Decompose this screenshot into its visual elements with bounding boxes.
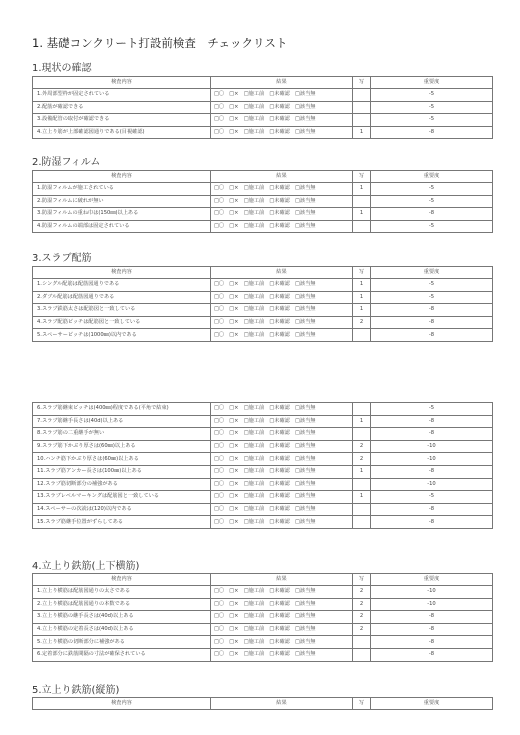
importance-score: -5 [371, 279, 493, 292]
table-row [33, 491, 493, 504]
result-checkboxes[interactable]: □〇 □× □施工前 □未確認 □該当無 [211, 291, 353, 304]
photo-count [353, 329, 371, 342]
result-checkboxes[interactable]: □〇 □× □施工前 □未確認 □該当無 [211, 516, 353, 529]
inspection-item: 1.防湿フィルムが施工されている [33, 183, 211, 196]
photo-count: 1 [353, 491, 371, 504]
checklist-table [32, 266, 493, 342]
importance-score: -10 [371, 453, 493, 466]
result-checkboxes[interactable]: □〇 □× □施工前 □未確認 □該当無 [211, 648, 353, 661]
header-photo: 写 [353, 171, 371, 183]
importance-score: -8 [371, 636, 493, 649]
result-checkboxes[interactable]: □〇 □× □施工前 □未確認 □該当無 [211, 279, 353, 292]
header-result: 結果 [211, 698, 353, 710]
result-checkboxes[interactable]: □〇 □× □施工前 □未確認 □該当無 [211, 491, 353, 504]
importance-score: -8 [371, 415, 493, 428]
photo-count: 2 [353, 623, 371, 636]
inspection-item: 4.スラブ配筋ピッチは配筋図と一致している [33, 316, 211, 329]
importance-score: -5 [371, 183, 493, 196]
inspection-item: 5.スペーサーピッチは(1000㎜)以内である [33, 329, 211, 342]
checklist-table [32, 402, 493, 529]
result-checkboxes[interactable]: □〇 □× □施工前 □未確認 □該当無 [211, 329, 353, 342]
importance-score: -10 [371, 478, 493, 491]
header-importance: 重要度 [371, 574, 493, 586]
result-checkboxes[interactable]: □〇 □× □施工前 □未確認 □該当無 [211, 453, 353, 466]
table-row [33, 329, 493, 342]
checklist-table [32, 170, 493, 233]
importance-score: -5 [371, 89, 493, 102]
inspection-item: 9.スラブ筋下かぶり厚さは(60㎜)以上ある [33, 440, 211, 453]
header-importance: 重要度 [371, 698, 493, 710]
result-checkboxes[interactable]: □〇 □× □施工前 □未確認 □該当無 [211, 415, 353, 428]
table-row [33, 648, 493, 661]
inspection-item: 11.スラブ筋アンカー長さは(100㎜)以上ある [33, 465, 211, 478]
importance-score: -8 [371, 208, 493, 221]
table-row [33, 503, 493, 516]
photo-count: 1 [353, 291, 371, 304]
header-result: 結果 [211, 171, 353, 183]
table-row [33, 623, 493, 636]
table-row [33, 428, 493, 441]
table-row [33, 316, 493, 329]
inspection-item: 7.スラブ筋継手長さは(40d)以上ある [33, 415, 211, 428]
photo-count [353, 428, 371, 441]
importance-score: -8 [371, 503, 493, 516]
inspection-item: 13.スラブレベルマーキングは配筋図と一致している [33, 491, 211, 504]
header-result: 結果 [211, 77, 353, 89]
photo-count: 1 [353, 183, 371, 196]
photo-count [353, 220, 371, 233]
inspection-item: 2.立上り横筋は配筋図通りの本数である [33, 598, 211, 611]
header-importance: 重要度 [371, 77, 493, 89]
table-header-row [33, 171, 493, 183]
importance-score: -8 [371, 648, 493, 661]
table-row [33, 598, 493, 611]
inspection-item: 15.スラブ筋継手位置がずらしてある [33, 516, 211, 529]
inspection-item: 2.ダブル配筋は配筋図通りである [33, 291, 211, 304]
inspection-item: 14.スペーサーの次読は(120)以内である [33, 503, 211, 516]
importance-score: -5 [371, 403, 493, 416]
result-checkboxes[interactable]: □〇 □× □施工前 □未確認 □該当無 [211, 114, 353, 127]
photo-count [353, 101, 371, 114]
table-header-row [33, 267, 493, 279]
importance-score: -8 [371, 428, 493, 441]
inspection-item: 12.スラブ筋切断部分の補強がある [33, 478, 211, 491]
inspection-item: 1.立上り横筋は配筋図通りの太さである [33, 586, 211, 599]
result-checkboxes[interactable]: □〇 □× □施工前 □未確認 □該当無 [211, 316, 353, 329]
header-importance: 重要度 [371, 267, 493, 279]
result-checkboxes[interactable]: □〇 □× □施工前 □未確認 □該当無 [211, 101, 353, 114]
photo-count [353, 503, 371, 516]
section-title: 2.防湿フィルム [32, 157, 101, 168]
importance-score: -5 [371, 114, 493, 127]
table-row [33, 291, 493, 304]
header-photo: 写 [353, 267, 371, 279]
table-row [33, 465, 493, 478]
table-row [33, 403, 493, 416]
table-row [33, 478, 493, 491]
header-importance: 重要度 [371, 171, 493, 183]
importance-score: -10 [371, 598, 493, 611]
inspection-item: 10.ハンチ筋下かぶり厚さは(60㎜)以上ある [33, 453, 211, 466]
header-item: 検査内容 [33, 574, 211, 586]
importance-score: -10 [371, 586, 493, 599]
result-checkboxes[interactable]: □〇 □× □施工前 □未確認 □該当無 [211, 623, 353, 636]
photo-count: 1 [353, 126, 371, 139]
header-item: 検査内容 [33, 171, 211, 183]
table-row [33, 516, 493, 529]
table-row [33, 636, 493, 649]
photo-count [353, 403, 371, 416]
result-checkboxes[interactable]: □〇 □× □施工前 □未確認 □該当無 [211, 208, 353, 221]
table-row [33, 415, 493, 428]
checklist-table [32, 76, 493, 139]
inspection-item: 3.設備配管の取付が確認できる [33, 114, 211, 127]
table-row [33, 304, 493, 317]
header-photo: 写 [353, 574, 371, 586]
inspection-item: 4.立上り横筋の定着長さは(40d)以上ある [33, 623, 211, 636]
header-result: 結果 [211, 267, 353, 279]
inspection-item: 3.スラブ鉄筋太さは配筋図と一致している [33, 304, 211, 317]
section-title: 3.スラブ配筋 [32, 253, 92, 264]
header-photo: 写 [353, 77, 371, 89]
table-row [33, 183, 493, 196]
result-checkboxes[interactable]: □〇 □× □施工前 □未確認 □該当無 [211, 183, 353, 196]
table-header-row [33, 698, 493, 710]
document-title: 1. 基礎コンクリート打設前検査 チェックリスト [32, 36, 288, 50]
result-checkboxes[interactable]: □〇 □× □施工前 □未確認 □該当無 [211, 403, 353, 416]
table-row [33, 440, 493, 453]
photo-count: 2 [353, 440, 371, 453]
inspection-item: 2.配筋が確認できる [33, 101, 211, 114]
result-checkboxes[interactable]: □〇 □× □施工前 □未確認 □該当無 [211, 89, 353, 102]
inspection-item: 6.スラブ筋継束ピッチは(400㎜)程度である(平角で結束) [33, 403, 211, 416]
table-row [33, 89, 493, 102]
result-checkboxes[interactable]: □〇 □× □施工前 □未確認 □該当無 [211, 598, 353, 611]
table-row [33, 220, 493, 233]
result-checkboxes[interactable]: □〇 □× □施工前 □未確認 □該当無 [211, 220, 353, 233]
photo-count: 1 [353, 279, 371, 292]
photo-count [353, 89, 371, 102]
importance-score: -5 [371, 491, 493, 504]
photo-count [353, 195, 371, 208]
inspection-item: 5.立上り横筋の切断部分に補強がある [33, 636, 211, 649]
inspection-item: 1.シングル配筋は配筋図通りである [33, 279, 211, 292]
photo-count: 1 [353, 465, 371, 478]
inspection-item: 6.定着部分に鉄筋間隔の寸法が確保されている [33, 648, 211, 661]
importance-score: -8 [371, 611, 493, 624]
importance-score: -5 [371, 101, 493, 114]
section-title: 4.立上り鉄筋(上下横筋) [32, 561, 140, 572]
result-checkboxes[interactable]: □〇 □× □施工前 □未確認 □該当無 [211, 465, 353, 478]
photo-count: 1 [353, 415, 371, 428]
checklist-table [32, 697, 493, 710]
header-result: 結果 [211, 574, 353, 586]
table-row [33, 611, 493, 624]
result-checkboxes[interactable]: □〇 □× □施工前 □未確認 □該当無 [211, 195, 353, 208]
result-checkboxes[interactable]: □〇 □× □施工前 □未確認 □該当無 [211, 636, 353, 649]
table-row [33, 279, 493, 292]
photo-count [353, 478, 371, 491]
inspection-item: 8.スラブ筋の二重継手が無い [33, 428, 211, 441]
table-row [33, 114, 493, 127]
importance-score: -10 [371, 440, 493, 453]
result-checkboxes[interactable]: □〇 □× □施工前 □未確認 □該当無 [211, 586, 353, 599]
photo-count [353, 648, 371, 661]
table-row [33, 453, 493, 466]
result-checkboxes[interactable]: □〇 □× □施工前 □未確認 □該当無 [211, 478, 353, 491]
inspection-item: 3.立上り横筋の継手長さは(40d)以上ある [33, 611, 211, 624]
checklist-table [32, 573, 493, 662]
result-checkboxes[interactable]: □〇 □× □施工前 □未確認 □該当無 [211, 503, 353, 516]
table-row [33, 101, 493, 114]
result-checkboxes[interactable]: □〇 □× □施工前 □未確認 □該当無 [211, 304, 353, 317]
table-row [33, 195, 493, 208]
inspection-item: 2.防湿フィルムに破れが無い [33, 195, 211, 208]
header-photo: 写 [353, 698, 371, 710]
inspection-item: 3.防湿フィルムの重ね巾は(150㎜)以上ある [33, 208, 211, 221]
header-item: 検査内容 [33, 77, 211, 89]
table-row [33, 126, 493, 139]
importance-score: -8 [371, 329, 493, 342]
importance-score: -5 [371, 220, 493, 233]
table-header-row [33, 574, 493, 586]
header-item: 検査内容 [33, 698, 211, 710]
photo-count: 2 [353, 586, 371, 599]
importance-score: -8 [371, 623, 493, 636]
importance-score: -8 [371, 126, 493, 139]
table-header-row [33, 77, 493, 89]
table-row [33, 208, 493, 221]
importance-score: -8 [371, 516, 493, 529]
photo-count: 2 [353, 598, 371, 611]
result-checkboxes[interactable]: □〇 □× □施工前 □未確認 □該当無 [211, 428, 353, 441]
photo-count [353, 516, 371, 529]
photo-count [353, 114, 371, 127]
photo-count: 2 [353, 316, 371, 329]
inspection-item: 4.立上り筋が上部確認図通りである(目視確認) [33, 126, 211, 139]
importance-score: -8 [371, 465, 493, 478]
header-item: 検査内容 [33, 267, 211, 279]
photo-count [353, 636, 371, 649]
importance-score: -8 [371, 316, 493, 329]
inspection-item: 4.防湿フィルムの端部は固定されている [33, 220, 211, 233]
photo-count: 1 [353, 304, 371, 317]
table-row [33, 586, 493, 599]
importance-score: -5 [371, 195, 493, 208]
photo-count: 1 [353, 208, 371, 221]
photo-count: 2 [353, 611, 371, 624]
inspection-item: 1.外周部型枠が固定されている [33, 89, 211, 102]
result-checkboxes[interactable]: □〇 □× □施工前 □未確認 □該当無 [211, 611, 353, 624]
result-checkboxes[interactable]: □〇 □× □施工前 □未確認 □該当無 [211, 126, 353, 139]
result-checkboxes[interactable]: □〇 □× □施工前 □未確認 □該当無 [211, 440, 353, 453]
section-title: 1.現状の確認 [32, 63, 92, 74]
photo-count: 2 [353, 453, 371, 466]
importance-score: -5 [371, 291, 493, 304]
section-title: 5.立上り鉄筋(縦筋) [32, 685, 120, 696]
importance-score: -8 [371, 304, 493, 317]
